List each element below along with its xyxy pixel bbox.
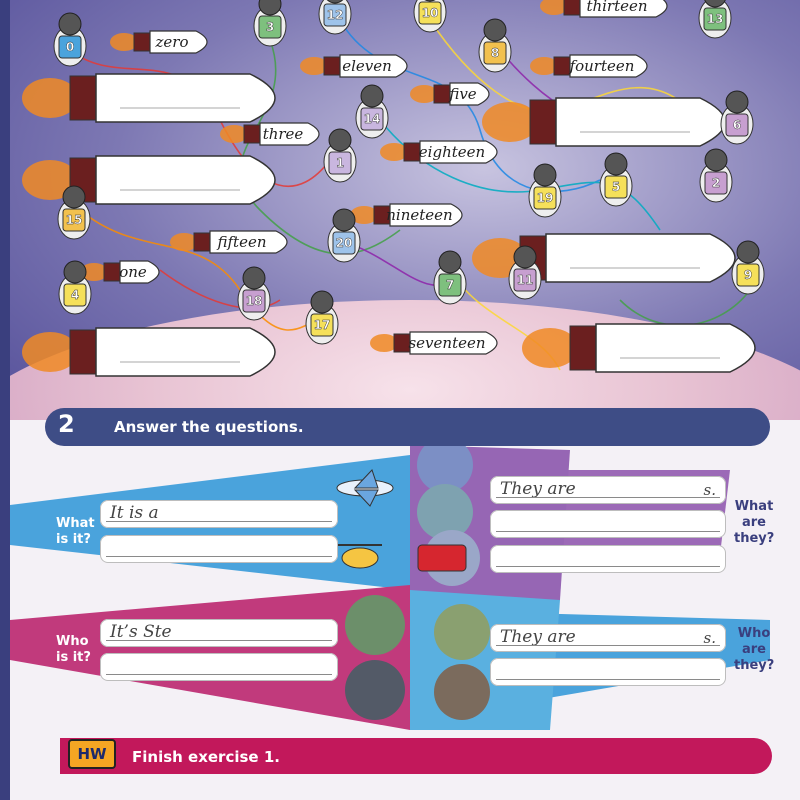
astronaut-12 — [319, 0, 351, 34]
question-what-are-they: What are they? — [734, 499, 775, 546]
question-who-are-they: Who are they? — [734, 626, 775, 673]
answer-what-is-it-2[interactable] — [100, 535, 338, 563]
astronaut-number: 4 — [70, 288, 80, 302]
empty-rocket — [522, 324, 755, 372]
homework-text: Finish exercise 1. — [132, 748, 280, 766]
astronaut-number: 20 — [335, 236, 353, 250]
answer-prompt: They are — [500, 479, 576, 499]
astronaut-7 — [434, 251, 466, 304]
answer-what-is-it-1[interactable] — [100, 500, 338, 528]
rocket-nineteen — [350, 204, 462, 226]
rocket-eighteen — [380, 141, 497, 163]
astronaut-14 — [356, 85, 388, 138]
empty-rocket — [22, 328, 275, 376]
rocket-label: thirteen — [586, 0, 648, 15]
answer-who-are-they-1[interactable] — [490, 624, 726, 652]
astronaut-17 — [306, 291, 338, 344]
astronaut-number: 9 — [743, 268, 753, 282]
question-who-is-it: Who is it? — [56, 634, 91, 665]
rocket-label: nineteen — [386, 206, 453, 224]
answer-who-is-it-1[interactable] — [100, 619, 338, 647]
astronaut-number: 8 — [490, 46, 500, 60]
astronaut-number: 13 — [706, 12, 724, 26]
answer-who-are-they-2[interactable] — [490, 658, 726, 686]
astronaut-6 — [721, 91, 753, 144]
astronaut-number: 0 — [65, 40, 75, 54]
astronaut-19 — [529, 164, 561, 217]
astronaut-10 — [414, 0, 446, 32]
empty-rocket — [482, 98, 725, 146]
astronaut-number: 2 — [711, 176, 721, 190]
homework-badge: HW — [68, 739, 116, 769]
rockets-layer — [22, 0, 755, 376]
rocket-label: five — [449, 85, 477, 103]
rocket-eleven — [300, 55, 407, 77]
astronaut-number: 14 — [363, 112, 381, 126]
bus-picture — [418, 545, 466, 571]
rocket-five — [410, 83, 489, 105]
empty-rocket — [22, 74, 275, 122]
rocket-three — [220, 123, 319, 145]
astronaut-1 — [324, 129, 356, 182]
rocket-one — [80, 261, 159, 283]
astronaut-number: 7 — [445, 278, 455, 292]
answer-what-are-they-3[interactable] — [490, 545, 726, 573]
answer-who-is-it-2[interactable] — [100, 653, 338, 681]
rocket-thirteen — [540, 0, 667, 17]
section-title: Answer the questions. — [114, 418, 304, 436]
question-what-is-it: What is it? — [56, 516, 95, 547]
astronaut-number: 19 — [536, 191, 554, 205]
astronaut-8 — [479, 19, 511, 72]
astronaut-3 — [254, 0, 286, 46]
answer-prompt: They are — [500, 627, 576, 647]
astronaut-9 — [732, 241, 764, 294]
astronaut-number: 11 — [516, 273, 534, 287]
empty-rocket — [22, 156, 275, 204]
astronaut-18 — [238, 267, 270, 320]
rocket-label: eighteen — [418, 143, 486, 161]
answer-prompt: It’s Ste — [110, 622, 172, 642]
rocket-label: zero — [155, 33, 189, 51]
rocket-fifteen — [170, 231, 287, 253]
astronaut-number: 18 — [245, 294, 263, 308]
answer-suffix: s. — [703, 481, 716, 499]
astronaut-number: 1 — [335, 156, 345, 170]
astronaut-number: 5 — [611, 180, 621, 194]
answer-prompt: It is a — [110, 503, 159, 523]
rocket-label: one — [119, 263, 147, 281]
rocket-label: seventeen — [408, 334, 486, 352]
rocket-fourteen — [530, 55, 647, 77]
astronaut-number: 15 — [65, 213, 83, 227]
astronaut-0 — [54, 13, 86, 66]
answer-what-are-they-2[interactable] — [490, 510, 726, 538]
answer-what-are-they-1[interactable] — [490, 476, 726, 504]
astronaut-13 — [699, 0, 731, 38]
rocket-label: fifteen — [217, 233, 267, 251]
astronaut-number: 17 — [313, 318, 331, 332]
section-number: 2 — [58, 410, 75, 438]
rocket-seventeen — [370, 332, 497, 354]
astronaut-2 — [700, 149, 732, 202]
answer-suffix: s. — [703, 629, 716, 647]
rocket-label: three — [262, 125, 304, 143]
astronaut-number: 10 — [421, 6, 439, 20]
astronaut-number: 12 — [326, 8, 344, 22]
rocket-zero — [110, 31, 207, 53]
astronaut-number: 3 — [265, 20, 275, 34]
rocket-label: fourteen — [569, 57, 635, 75]
rocket-label: eleven — [342, 57, 392, 75]
astronaut-number: 6 — [732, 118, 742, 132]
astronaut-5 — [600, 153, 632, 206]
